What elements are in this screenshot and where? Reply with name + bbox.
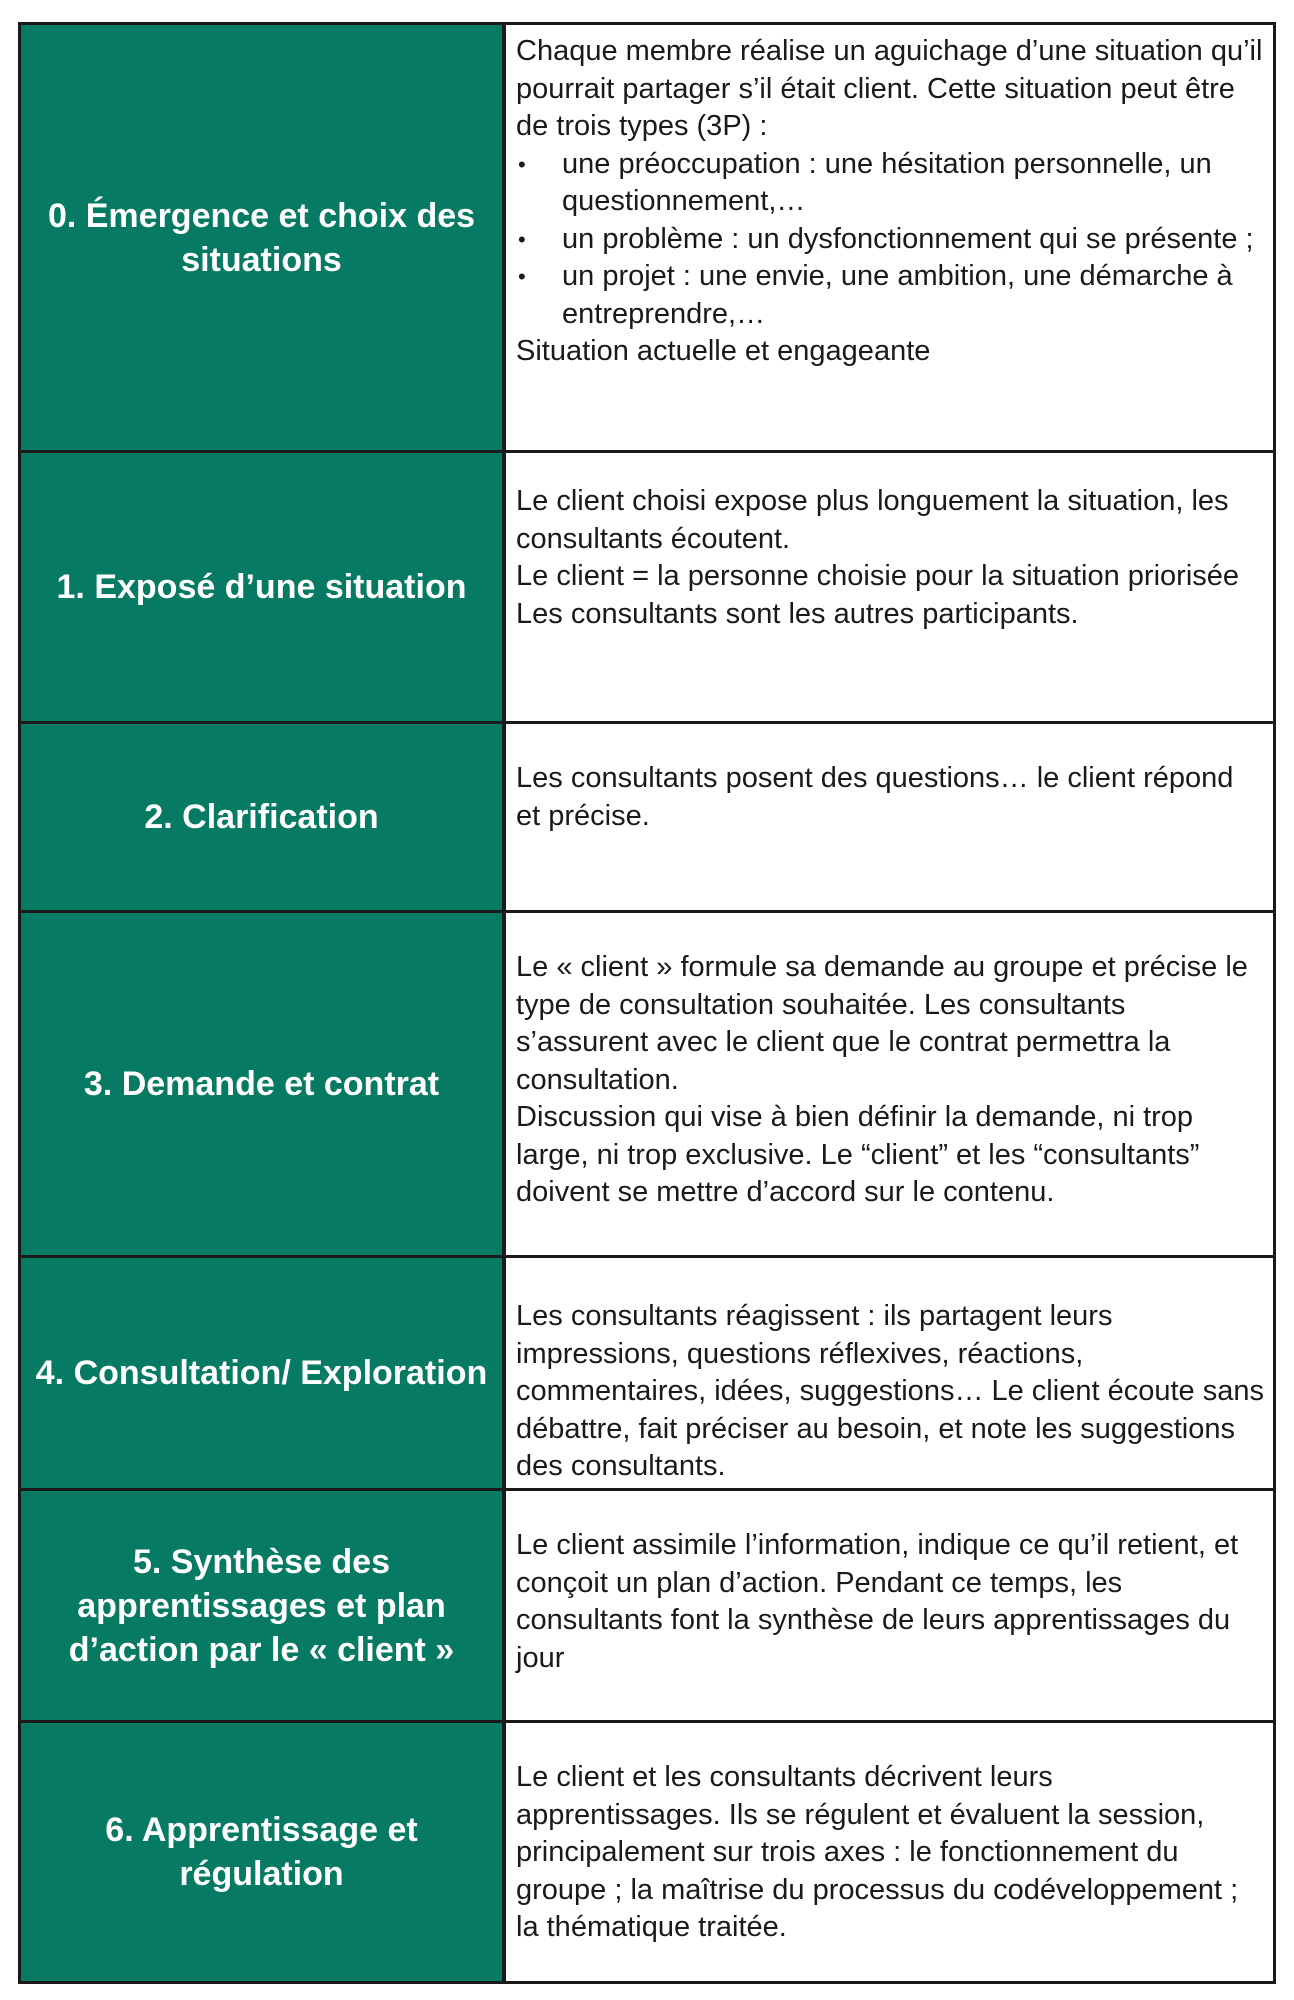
step-title-4: 4. Consultation/ Exploration <box>21 1258 502 1488</box>
step-title-0: 0. Émergence et choix des situations <box>21 25 502 450</box>
table-row <box>21 721 1273 910</box>
codevelopment-steps-table <box>18 22 1276 1984</box>
table-row <box>21 1255 1273 1488</box>
step-title-3: 3. Demande et contrat <box>21 913 502 1255</box>
step-title-2: 2. Clarification <box>21 724 502 910</box>
table-row <box>21 450 1273 721</box>
step-title-5: 5. Synthèse des apprentissages et plan d’action par le « client » <box>21 1491 502 1720</box>
table-row <box>21 1720 1273 1981</box>
step-title-6: 6. Apprentissage et régulation <box>21 1723 502 1981</box>
step-description-3: Le « client » formule sa demande au groupe et précise le type de consultation souhaitée. Les consultants s’assurent avec le client que le contrat permettra la consultation. Discussion qui vise à bien définir la demande, ni trop large, ni trop exclusive. Le “client” et les “consultants” doivent se mettre d’accord sur le contenu. <box>502 913 1273 1255</box>
description-outro: Situation actuelle et engageante <box>516 335 931 367</box>
table-row <box>21 910 1273 1255</box>
table-row <box>21 1488 1273 1720</box>
step-description-4: Les consultants réagissent : ils partagent leurs impressions, questions réflexives, réactions, commentaires, idées, suggestions… Le client écoute sans débattre, fait préciser au besoin, et note les suggestions des consultants. <box>502 1258 1273 1488</box>
list-item: • une préoccupation : une hésitation personnelle, un questionnement,… <box>516 146 1265 221</box>
list-item: • un projet : une envie, une ambition, une démarche à entreprendre,… <box>516 258 1265 333</box>
step-description-2: Les consultants posent des questions… le client répond et précise. <box>502 724 1273 910</box>
description-intro: Chaque membre réalise un aguichage d’une situation qu’il pourrait partager s’il était client. Cette situation peut être de trois types (3P) : <box>516 35 1263 142</box>
table-row <box>21 25 1273 450</box>
step-title-1: 1. Exposé d’une situation <box>21 453 502 721</box>
list-item: • un problème : un dysfonctionnement qui se présente ; <box>516 221 1265 259</box>
bullet-icon: • <box>518 226 526 252</box>
step-description-5: Le client assimile l’information, indique ce qu’il retient, et conçoit un plan d’action. Pendant ce temps, les consultants font la synthèse de leurs apprentissages du jour <box>502 1491 1273 1720</box>
bullet-icon: • <box>518 151 526 177</box>
step-description-0 <box>502 25 1273 450</box>
step-description-1: Le client choisi expose plus longuement la situation, les consultants écoutent. Le client = la personne choisie pour la situation priorisée Les consultants sont les autres participants. <box>502 453 1273 721</box>
step-description-6: Le client et les consultants décrivent leurs apprentissages. Ils se régulent et évaluent la session, principalement sur trois axes : le fonctionnement du groupe ; la maîtrise du processus du codéveloppement ; la thématique traitée. <box>502 1723 1273 1981</box>
bullet-icon: • <box>518 264 526 289</box>
